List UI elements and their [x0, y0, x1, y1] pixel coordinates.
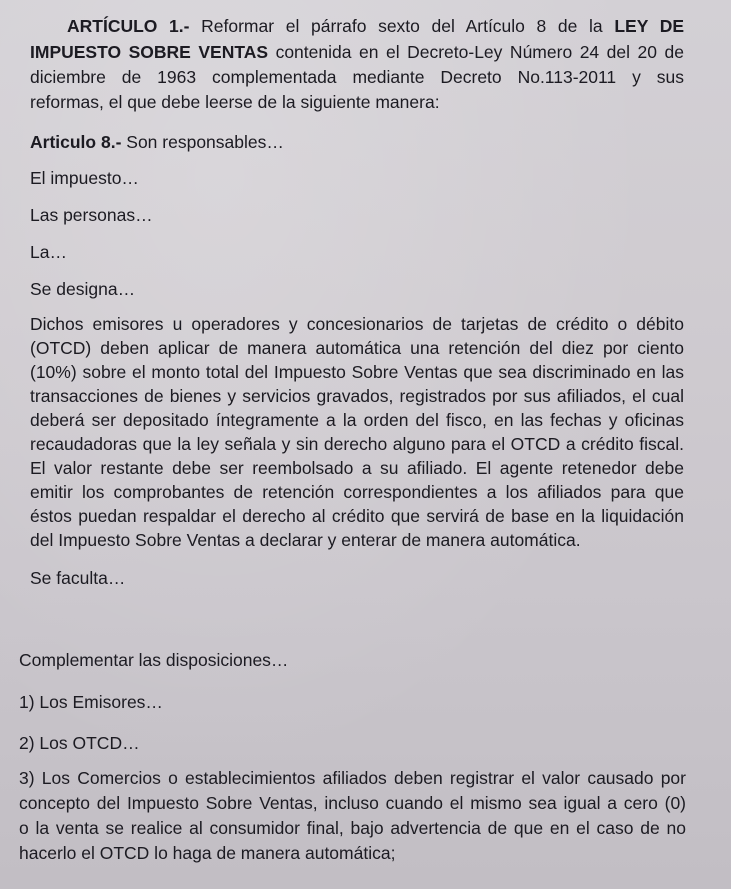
article-1-line-1: ARTÍCULO 1.- Reformar el párrafo sexto del Artículo 8 de la LEY DE: [67, 16, 685, 36]
list-item-emisores: 1) Los Emisores…: [19, 692, 163, 712]
paragraph-line: del Impuesto Sobre Ventas a declarar y enterar de manera automática.: [30, 530, 581, 550]
law-title: IMPUESTO SOBRE VENTAS: [30, 42, 269, 62]
fragment-se-designa: Se designa…: [30, 279, 136, 299]
complementar-line: Complementar las disposiciones…: [19, 650, 289, 670]
paragraph-line: El valor restante debe ser reembolsado a su afiliado. El agente retenedor debe: [30, 458, 684, 478]
paragraph-line: recaudadoras que la ley señala y sin derecho alguno para el OTCD a crédito fiscal.: [30, 434, 684, 454]
fragment-la: La…: [30, 242, 67, 262]
item-3-line: 3) Los Comercios o establecimientos afiliados deben registrar el valor causado por: [19, 768, 686, 788]
paragraph-line: (10%) sobre el monto total del Impuesto Sobre Ventas que sea discriminado en las: [30, 362, 684, 382]
article-8-heading: Articulo 8.-: [30, 132, 122, 152]
paragraph-line: transacciones de bienes y servicios gravados, registrados por sus afiliados, el cual: [30, 386, 684, 406]
paragraph-line: Dichos emisores u operadores y concesionarios de tarjetas de crédito o débito: [30, 314, 684, 334]
item-3-line: concepto del Impuesto Sobre Ventas, incluso cuando el mismo sea igual a cero (0): [19, 793, 686, 813]
paragraph-line: (OTCD) deben aplicar de manera automática una retención del diez por ciento: [30, 338, 684, 358]
fragment-impuesto: El impuesto…: [30, 168, 139, 188]
paragraph-line: éstos puedan respaldar el derecho al crédito que servirá de base en la liquidación: [30, 506, 684, 526]
fragment-personas: Las personas…: [30, 205, 153, 225]
article-1-heading: ARTÍCULO 1.-: [67, 16, 190, 36]
paragraph-line: emitir los comprobantes de retención correspondientes a los afiliados para que: [30, 482, 684, 502]
se-faculta: Se faculta…: [30, 568, 126, 588]
article-1-line-2: IMPUESTO SOBRE VENTAS contenida en el Decreto-Ley Número 24 del 20 de: [30, 42, 684, 62]
article-1-line-4: reformas, el que debe leerse de la siguiente manera:: [30, 92, 440, 112]
paragraph-line: deberá ser depositado íntegramente a la orden del fisco, en las fechas y oficinas: [30, 410, 684, 430]
article-8-line: Articulo 8.- Son responsables…: [30, 132, 284, 152]
item-3-line: o la venta se realice al consumidor final, bajo advertencia de que en el caso de no: [19, 818, 686, 838]
list-item-otcd: 2) Los OTCD…: [19, 733, 140, 753]
item-3-line: hacerlo el OTCD lo haga de manera automática;: [19, 843, 396, 863]
article-1-line-3: diciembre de 1963 complementada mediante Decreto No.113-2011 y sus: [30, 67, 684, 87]
